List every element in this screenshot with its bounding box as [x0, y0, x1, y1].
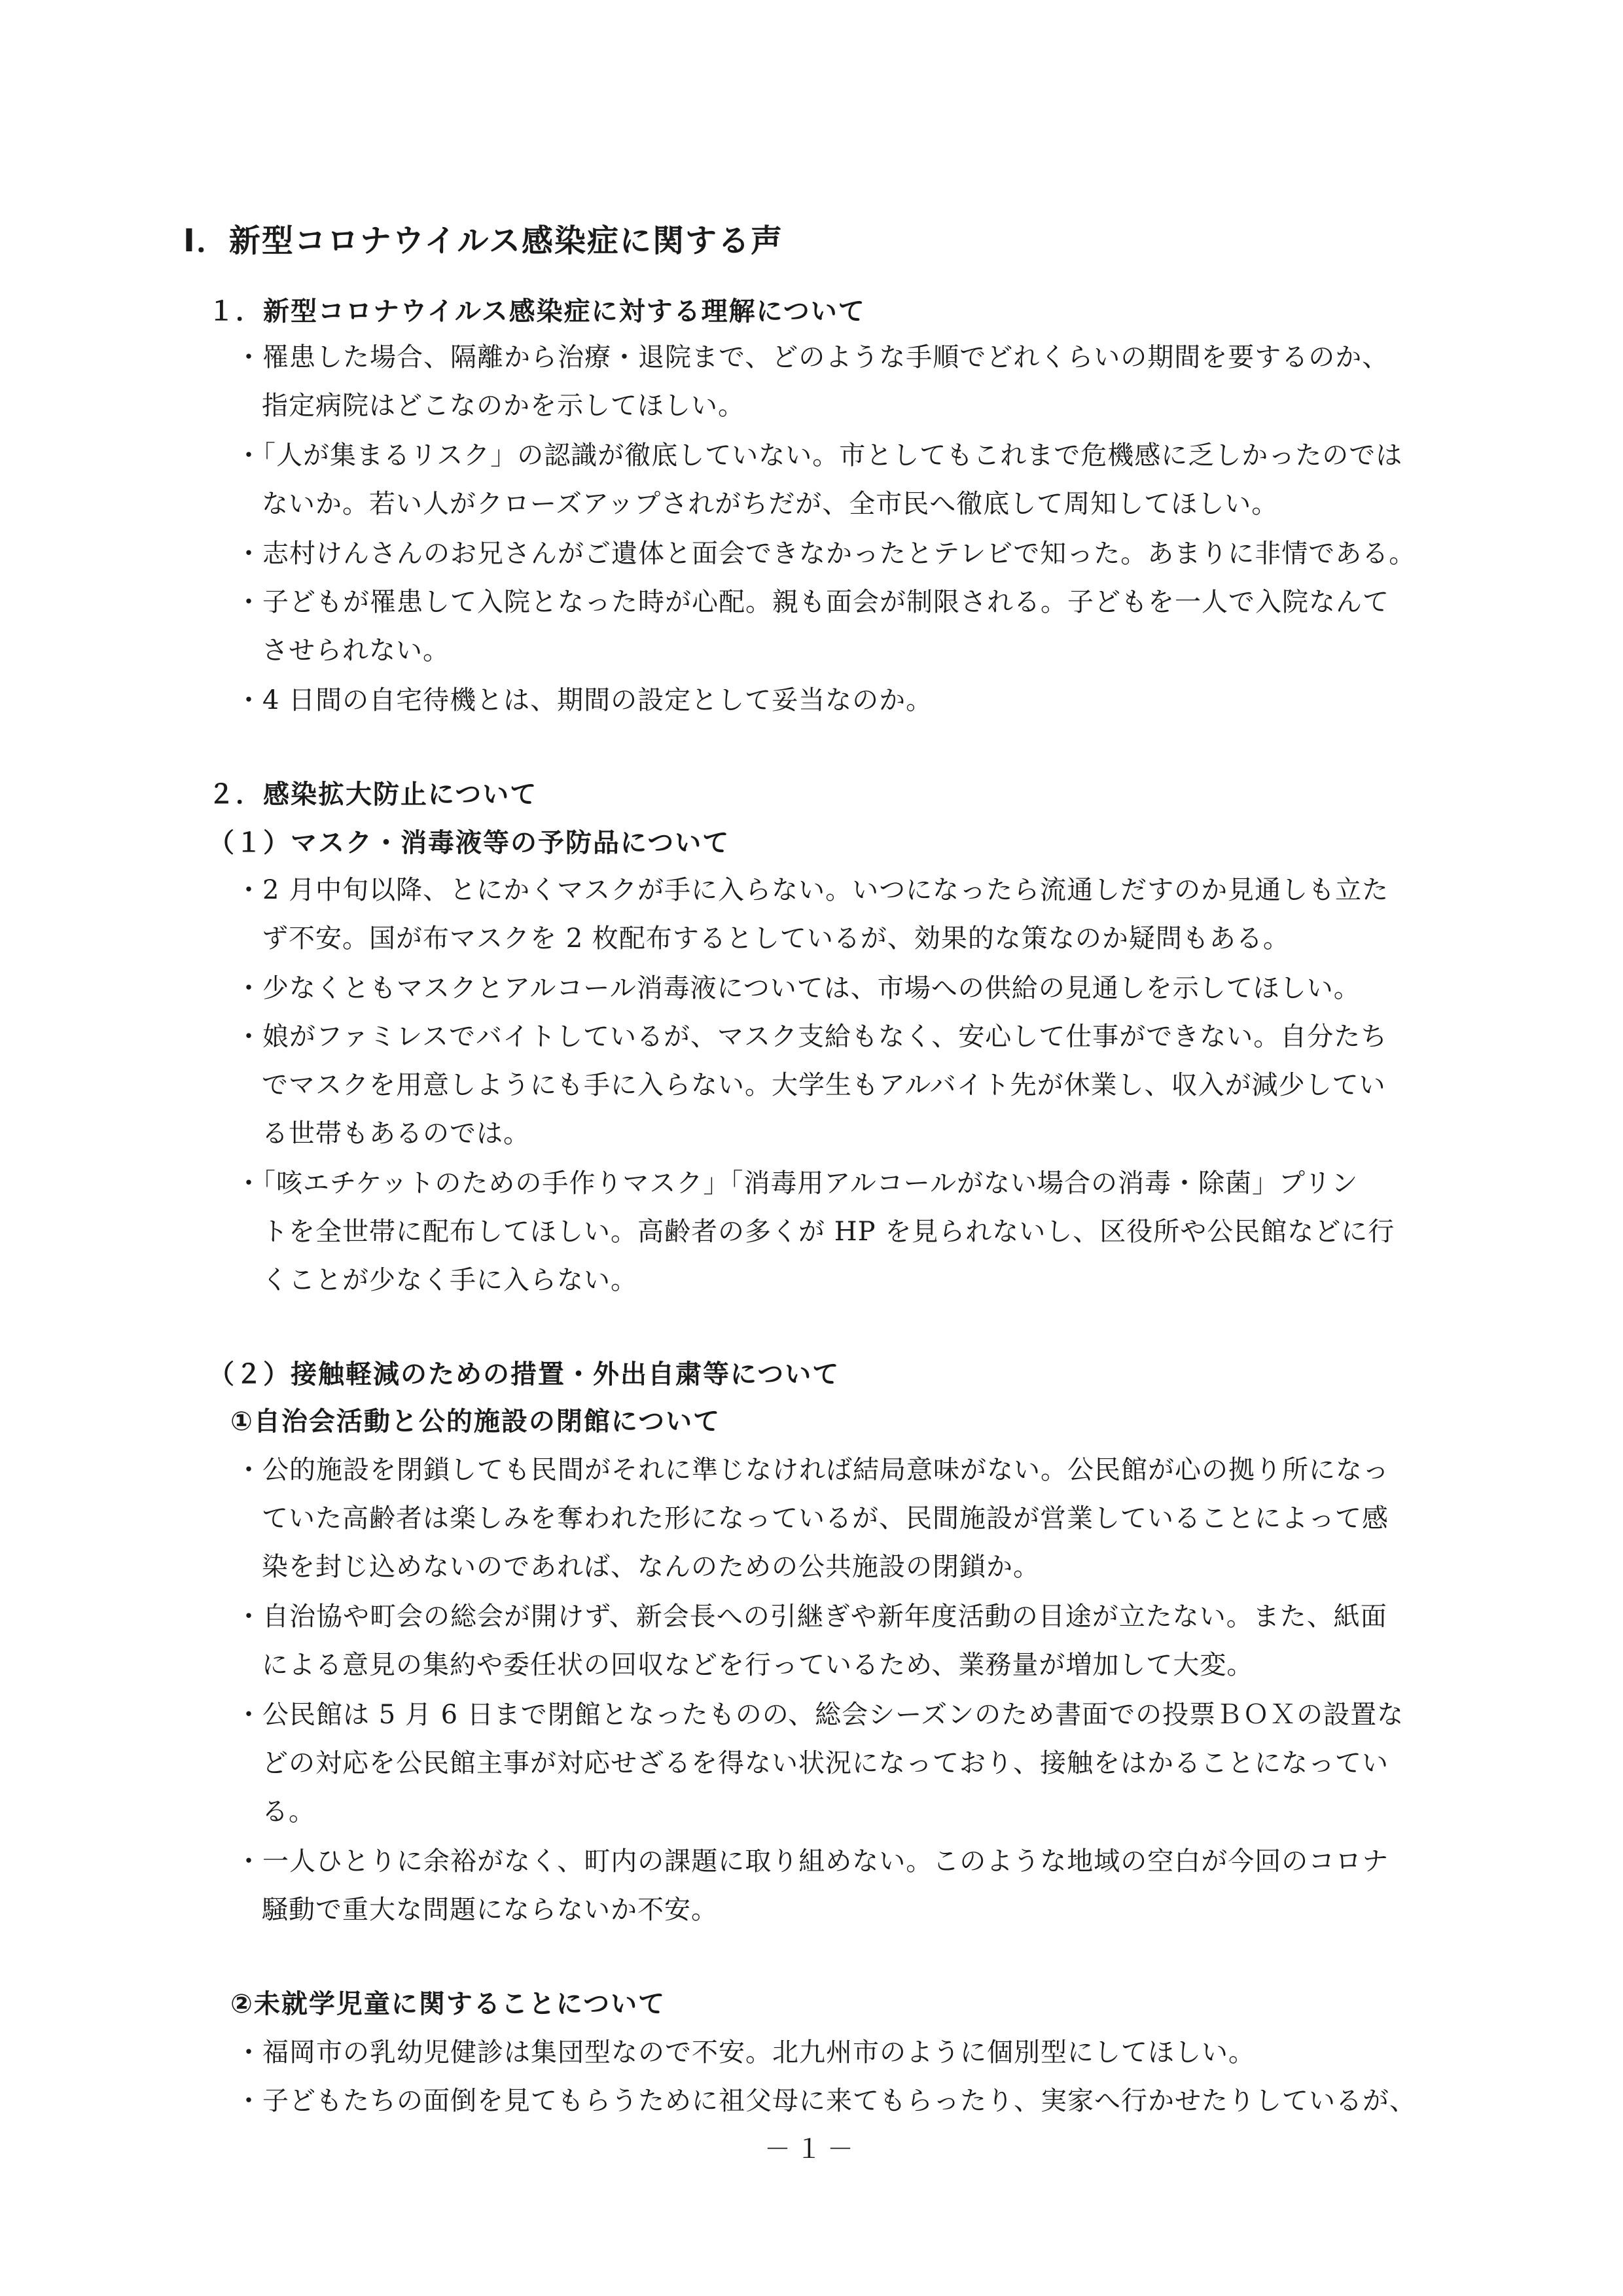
- list-item-continuation: ないか。若い人がクローズアップされがちだが、全市民へ徹底して周知してほしい。: [262, 489, 1279, 519]
- heading-understanding: １．新型コロナウイルス感染症に対する理解について: [208, 296, 866, 327]
- page-number: －１－: [764, 2134, 859, 2164]
- list-item: ・「咳エチケットのための手作りマスク」「消毒用アルコールがない場合の消毒・除菌」プリン: [236, 1168, 1359, 1198]
- heading-infection-prevention: ２．感染拡大防止について: [208, 780, 538, 810]
- list-item: ・2 月中旬以降、とにかくマスクが手に入らない。いつになったら流通しだすのか見通しも立た: [236, 875, 1389, 905]
- list-item: ・娘がファミレスでバイトしているが、マスク支給もなく、安心して仕事ができない。自分たち: [236, 1022, 1388, 1052]
- list-item-continuation: トを全世帯に配布してほしい。高齢者の多くが HP を見られないし、区役所や公民館などに行: [262, 1217, 1395, 1247]
- section-title: Ⅰ．新型コロナウイルス感染症に関する声: [183, 223, 783, 259]
- list-item-continuation: 染を封じ込めないのであれば、なんのための公共施設の閉鎖か。: [262, 1552, 1040, 1582]
- list-item: ・罹患した場合、隔離から治療・退院まで、どのような手順でどれくらいの期間を要するのか、: [236, 342, 1389, 372]
- list-item-continuation: どの対応を公民館主事が対応せざるを得ない状況になっており、接触をはかることになってい: [262, 1748, 1389, 1778]
- list-item: ・少なくともマスクとアルコール消毒液については、市場への供給の見通しを示してほしい。: [236, 973, 1361, 1003]
- list-item: ・「人が集まるリスク」の認識が徹底していない。市としてもこれまで危機感に乏しかったのでは: [236, 440, 1403, 471]
- list-item-continuation: 指定病院はどこなのかを示してほしい。: [262, 391, 745, 421]
- list-item-continuation: でマスクを用意しようにも手に入らない。大学生もアルバイト先が休業し、収入が減少してい: [262, 1070, 1386, 1100]
- list-item: ・公的施設を閉鎖しても民間がそれに準じなければ結局意味がない。公民館が心の拠り所になっ: [236, 1455, 1389, 1485]
- list-item-continuation: 騒動で重大な問題にならないか不安。: [262, 1895, 718, 1925]
- topic-heading-preschool: ②未就学児童に関することについて: [230, 1989, 666, 2019]
- list-item-continuation: る世帯もあるのでは。: [262, 1119, 530, 1149]
- list-item: ・子どもが罹患して入院となった時が心配。親も面会が制限される。子どもを一人で入院なんて: [236, 587, 1389, 617]
- topic-heading-community: ①自治会活動と公的施設の閉館について: [230, 1407, 721, 1437]
- list-item: ・自治協や町会の総会が開けず、新会長への引継ぎや新年度活動の目途が立たない。また、紙面: [236, 1602, 1387, 1632]
- list-item: ・志村けんさんのお兄さんがご遺体と面会できなかったとテレビで知った。あまりに非情である。: [236, 539, 1416, 569]
- list-item: ・一人ひとりに余裕がなく、町内の課題に取り組めない。このような地域の空白が今回のコロナ: [236, 1846, 1389, 1876]
- list-item-continuation: ていた高齢者は楽しみを奪われた形になっているが、民間施設が営業していることによって感: [262, 1503, 1389, 1534]
- list-item-continuation: ず不安。国が布マスクを 2 枚配布するとしているが、効果的な策なのか疑問もある。: [262, 924, 1290, 954]
- subheading-masks: （１）マスク・消毒液等の予防品について: [208, 828, 730, 858]
- list-item: ・福岡市の乳幼児健診は集団型なので不安。北九州市のように個別型にしてほしい。: [236, 2037, 1255, 2068]
- list-item: ・4 日間の自宅待機とは、期間の設定として妥当なのか。: [236, 685, 933, 715]
- list-item-continuation: る。: [262, 1797, 315, 1827]
- list-item: ・子どもたちの面倒を見てもらうために祖父母に来てもらったり、実家へ行かせたりしているが、: [236, 2086, 1416, 2116]
- list-item-continuation: による意見の集約や委任状の回収などを行っているため、業務量が増加して大変。: [262, 1650, 1254, 1680]
- list-item-continuation: くことが少なく手に入らない。: [262, 1265, 637, 1295]
- list-item-continuation: させられない。: [262, 636, 450, 666]
- list-item: ・公民館は 5 月 6 日まで閉館となったものの、総会シーズンのため書面での投票ＢＯＸの設置な: [236, 1700, 1404, 1730]
- subheading-contact-reduction: （２）接触軽減のための措置・外出自粛等について: [208, 1359, 840, 1390]
